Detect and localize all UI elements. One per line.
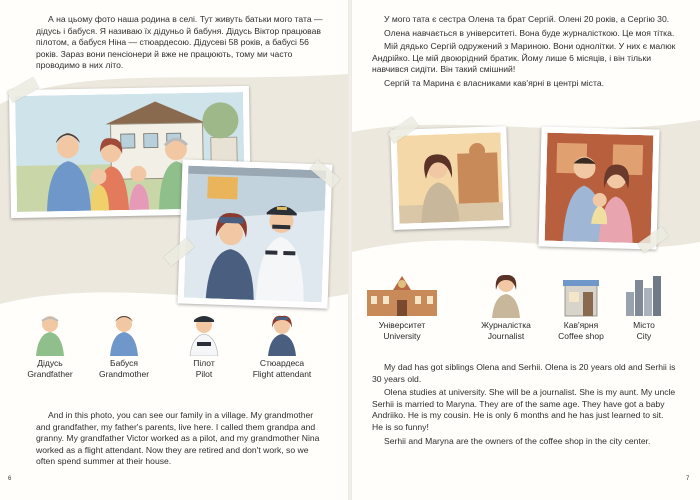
- paragraph: My dad has got siblings Olena and Serhii. Olena is 20 years old and Serhii is 30 years old.: [372, 362, 676, 384]
- paragraph: And in this photo, you can see our family in a village. My grandmother and grandfather, my father's parents, live here. I called them grandpa and granny. My grandfather Victor worked as a pilot, and my grandmother Nina worked as a flight attendant. Now they are retired and don't work, so we often spend summer at their house.: [36, 410, 320, 467]
- grandmother-icon: [104, 312, 144, 356]
- left-page: [0, 0, 348, 500]
- pilot-illustration: [184, 166, 327, 303]
- vocab-journalist: [470, 272, 542, 341]
- vocab-en-label: Journalist: [487, 330, 525, 341]
- vocab-grandmother: [92, 312, 156, 379]
- vocab-ua-label: Стюардеса: [259, 358, 305, 368]
- paragraph: У мого тата є сестра Олена та брат Сергій. Олені 20 років, а Сергію 30.: [384, 14, 670, 24]
- journalist-icon: [486, 272, 526, 318]
- left-text-en: [36, 410, 328, 470]
- paragraph: Olena studies at university. She will be a journalist. She is my aunt. My uncle Serhii is married to Maryna. They are of the same age. They have got a baby Andriiko. He is my cousin. He is only 6 months and he has just learned to sit. He is so funny!: [372, 387, 676, 432]
- vocab-en-label: Coffee shop: [558, 330, 604, 341]
- paragraph: Сергій та Марина є власниками кав'ярні в центрі міста.: [384, 77, 604, 88]
- vocab-en-label: Pilot: [195, 368, 213, 379]
- aunt-illustration: [396, 132, 503, 224]
- vocab-en-label: Grandmother: [98, 368, 150, 379]
- page-number: 7: [686, 476, 690, 482]
- vocab-university: [360, 272, 444, 341]
- uncle-family-photo: [538, 126, 659, 249]
- paragraph: Олена навчається в університеті. Вона буде журналісткою. Це моя тітка.: [384, 27, 675, 38]
- vocab-en-label: Grandfather: [27, 368, 73, 379]
- vocab-coffee-shop: [546, 272, 616, 341]
- vocab-grandfather: [18, 312, 82, 379]
- university-icon: [363, 272, 441, 318]
- vocab-en-label: Flight attendant: [252, 368, 312, 379]
- aunt-university-photo: [390, 126, 509, 230]
- vocab-ua-label: Кав'ярня: [563, 320, 599, 330]
- paragraph: Мій дядько Сергій одружений з Мариною. Вони однолітки. У них є малюк Андрійко. Це мій двоюрідний братик. Йому лише 6 місяців, і він тільки навчився сидіти. Він такий смішний!: [372, 41, 676, 75]
- vocab-ua-label: Дідусь: [37, 358, 63, 368]
- vocab-ua-label: Журналістка: [481, 320, 531, 330]
- uncle-family-illustration: [545, 133, 654, 244]
- page-number: 6: [8, 476, 12, 482]
- vocab-city: [614, 272, 674, 341]
- flight-attendant-icon: [262, 312, 302, 356]
- city-icon: [624, 272, 664, 318]
- vocab-ua-label: Місто: [633, 320, 655, 330]
- vocab-ua-label: Університет: [378, 320, 426, 330]
- vocab-flight-attendant: [242, 312, 322, 379]
- grandfather-icon: [30, 312, 70, 356]
- paragraph: А на цьому фото наша родина в селі. Тут живуть батьки мого тата — дідусь і бабуся. Я називаю їх дідуньо й бабуня. Дідусь Віктор працював пілотом, а бабуся Ніна — стюардесою. Дідусеві 58 років, а бабусі 56 років. Зараз вони пенсіонери й вже не працюють, тому ми часто проводимо в них літо.: [36, 14, 323, 71]
- vocab-en-label: City: [636, 330, 652, 341]
- vocab-en-label: University: [383, 330, 421, 341]
- coffee-shop-icon: [561, 272, 601, 318]
- right-intro-ua: [372, 14, 676, 92]
- vocab-ua-label: Пілот: [193, 358, 215, 368]
- paragraph: Serhii and Maryna are the owners of the coffee shop in the city center.: [384, 435, 651, 446]
- vocab-ua-label: Бабуся: [110, 358, 138, 368]
- pilot-icon: [184, 312, 224, 356]
- right-page: [352, 0, 700, 500]
- right-text-en: [372, 362, 676, 449]
- pilot-couple-photo: [178, 159, 333, 308]
- vocab-pilot: [172, 312, 236, 379]
